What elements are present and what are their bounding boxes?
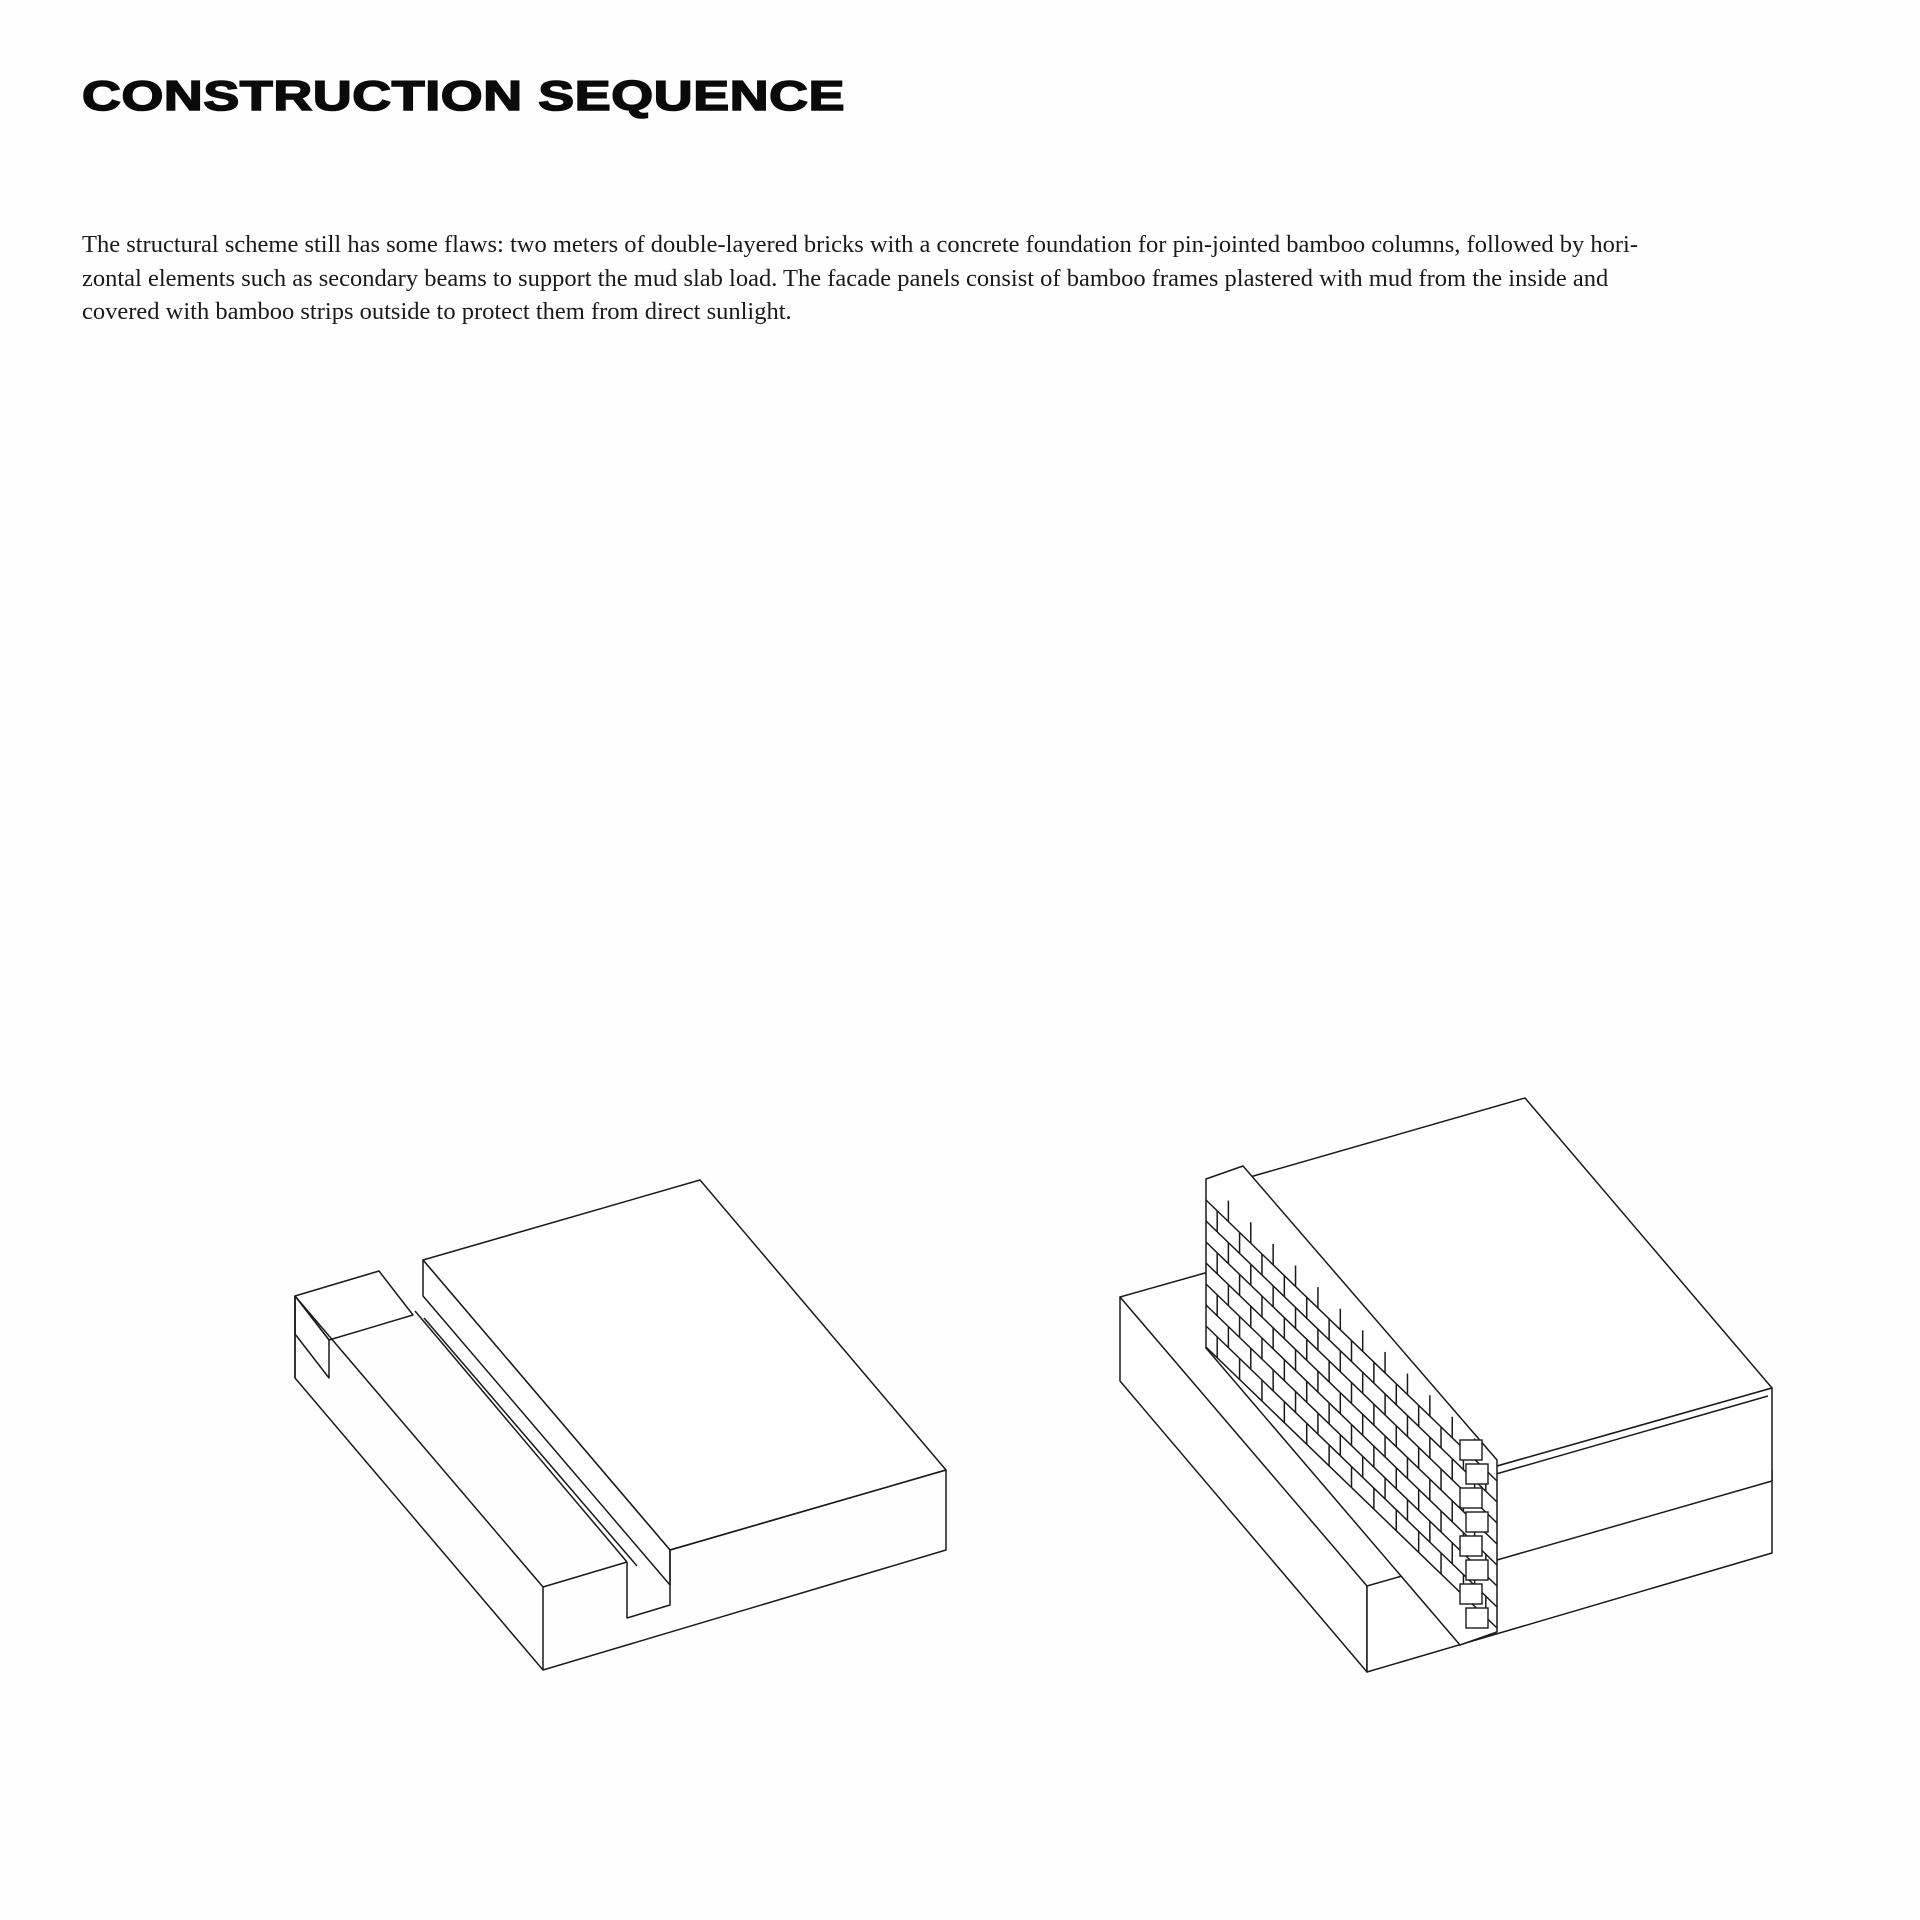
block-edge xyxy=(543,1562,627,1587)
page-title: CONSTRUCTION SEQUENCE xyxy=(82,72,846,119)
description-line-2: zontal elements such as secondary beams to support the mud slab load. The facade panels consist of bamboo frames plastered with mud from the inside and xyxy=(82,264,1609,292)
diagram-brick-wall xyxy=(1120,1098,1772,1672)
brick-end xyxy=(1466,1608,1488,1628)
brick-end xyxy=(1466,1464,1488,1484)
brick-end xyxy=(1466,1560,1488,1580)
brick-end xyxy=(1460,1488,1482,1508)
description-line-3: covered with bamboo strips outside to protect them from direct sunlight. xyxy=(82,298,792,325)
diagram-foundation-trench xyxy=(295,1180,946,1670)
brick-end xyxy=(1460,1584,1482,1604)
brick-end xyxy=(1460,1440,1482,1460)
description-line-1: The structural scheme still has some flaws: two meters of double-layered bricks with a concrete foundation for pin-jointed bamboo columns, followed by hori- xyxy=(82,231,1639,258)
brick-end xyxy=(1460,1536,1482,1556)
brick-end xyxy=(1466,1512,1488,1532)
